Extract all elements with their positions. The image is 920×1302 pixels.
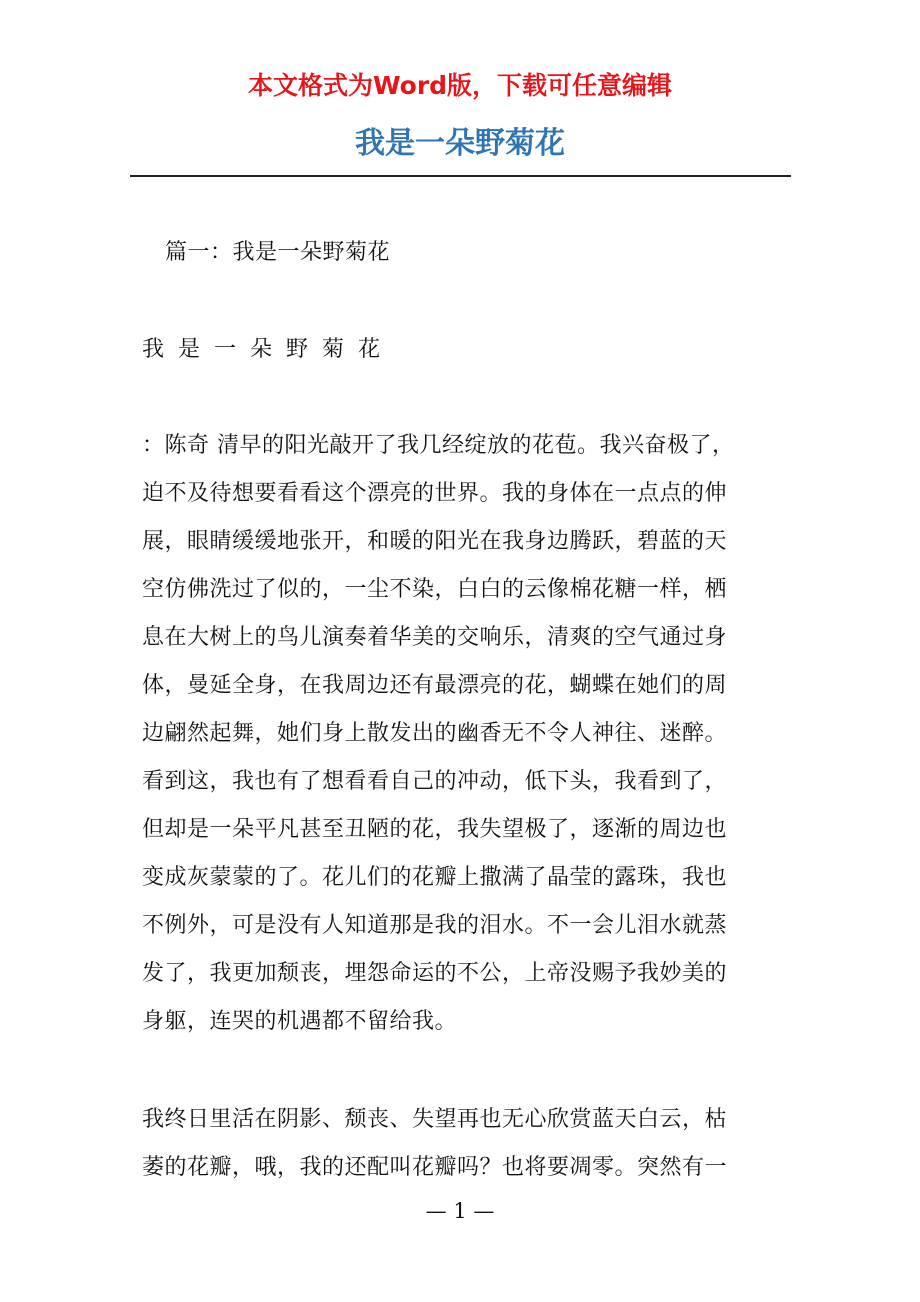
text-line: 发了，我更加颓丧，埋怨命运的不公，上帝没赐予我妙美的 [142, 961, 728, 986]
text-line: 萎的花瓣，哦，我的还配叫花瓣吗？也将要凋零。突然有一 [142, 1155, 728, 1180]
text-line: 展，眼睛缓缓地张开，和暖的阳光在我身边腾跃，碧蓝的天 [142, 529, 728, 554]
text-line: 体，曼延全身，在我周边还有最漂亮的花，蝴蝶在她们的周 [142, 673, 728, 698]
text-line: 不例外，可是没有人知道那是我的泪水。不一会儿泪水就蒸 [142, 913, 728, 938]
format-notice: 本文格式为Word版，下载可任意编辑 [247, 71, 673, 100]
page-number: — 1 — [425, 1199, 495, 1223]
chapter-heading: 篇一：我是一朵野菊花 [165, 240, 391, 265]
text-line: 边翩然起舞，她们身上散发出的幽香无不令人神往、迷醉。 [142, 721, 728, 746]
text-line: 变成灰蒙蒙的了。花儿们的花瓣上撒满了晶莹的露珠，我也 [142, 865, 728, 890]
paragraph-1 [142, 422, 802, 1046]
document-title: 我是一朵野菊花 [355, 126, 565, 161]
spaced-title: 我是一朵野菊花 [142, 337, 395, 362]
title-divider [130, 175, 791, 177]
text-line: 身躯，连哭的机遇都不留给我。 [142, 1009, 458, 1034]
text-line: 息在大树上的鸟儿演奏着华美的交响乐，清爽的空气通过身 [142, 625, 728, 650]
text-line: 空仿佛洗过了似的，一尘不染，白白的云像棉花糖一样，栖 [142, 577, 728, 602]
text-line: 迫不及待想要看看这个漂亮的世界。我的身体在一点点的伸 [142, 481, 728, 506]
text-line: 看到这，我也有了想看看自己的冲动，低下头，我看到了， [142, 769, 728, 794]
text-line: ：陈奇 清早的阳光敲开了我几经绽放的花苞。我兴奋极了， [142, 433, 735, 458]
text-line: 但却是一朵平凡甚至丑陋的花，我失望极了，逐渐的周边也 [142, 817, 728, 842]
paragraph-2 [142, 1096, 802, 1192]
text-line: 我终日里活在阴影、颓丧、失望再也无心欣赏蓝天白云，枯 [142, 1107, 728, 1132]
